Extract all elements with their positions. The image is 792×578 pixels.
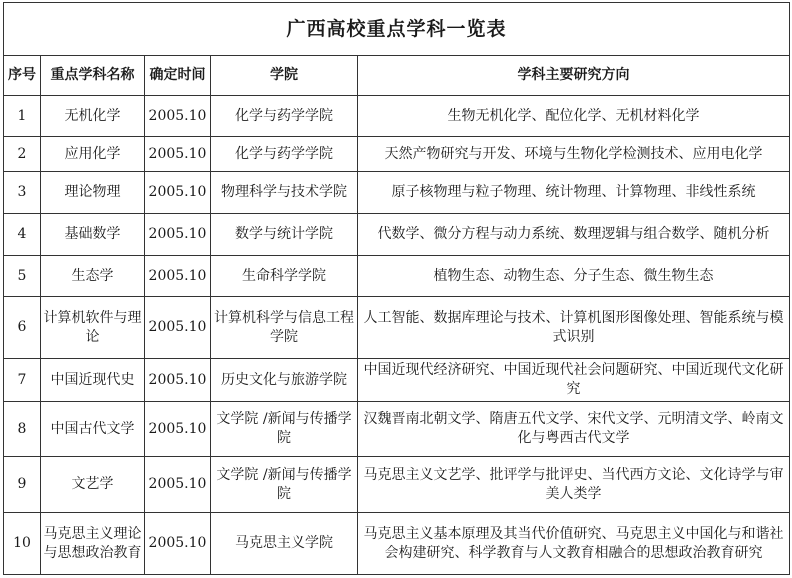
table-row xyxy=(4,457,790,513)
table-row xyxy=(4,172,790,214)
cell-name: 基础数学 xyxy=(41,214,145,256)
cell-school: 历史文化与旅游学院 xyxy=(211,359,358,402)
cell-school: 物理科学与技术学院 xyxy=(211,172,358,214)
cell-no: 7 xyxy=(4,359,41,402)
table-row xyxy=(4,513,790,575)
cell-date: 2005.10 xyxy=(145,297,211,359)
cell-direction: 汉魏晋南北朝文学、隋唐五代文学、宋代文学、元明清文学、岭南文化与粤西古代文学 xyxy=(358,402,790,457)
cell-no: 10 xyxy=(4,513,41,575)
table-row xyxy=(4,297,790,359)
cell-name: 文艺学 xyxy=(41,457,145,513)
cell-direction: 中国近现代经济研究、中国近现代社会问题研究、中国近现代文化研究 xyxy=(358,359,790,402)
cell-direction: 原子核物理与粒子物理、统计物理、计算物理、非线性系统 xyxy=(358,172,790,214)
cell-date: 2005.10 xyxy=(145,214,211,256)
header-school: 学院 xyxy=(211,56,358,96)
table-row xyxy=(4,214,790,256)
title-row xyxy=(4,3,790,56)
cell-date: 2005.10 xyxy=(145,137,211,172)
cell-no: 6 xyxy=(4,297,41,359)
cell-direction: 代数学、微分方程与动力系统、数理逻辑与组合数学、随机分析 xyxy=(358,214,790,256)
cell-date: 2005.10 xyxy=(145,402,211,457)
cell-direction: 植物生态、动物生态、分子生态、微生物生态 xyxy=(358,256,790,297)
cell-school: 文学院 /新闻与传播学院 xyxy=(211,457,358,513)
cell-direction: 天然产物研究与开发、环境与生物化学检测技术、应用电化学 xyxy=(358,137,790,172)
cell-direction: 马克思主义基本原理及其当代价值研究、马克思主义中国化与和谐社会构建研究、科学教育与人文教育相融合的思想政治教育研究 xyxy=(358,513,790,575)
header-row xyxy=(4,56,790,96)
cell-date: 2005.10 xyxy=(145,256,211,297)
header-name: 重点学科名称 xyxy=(41,56,145,96)
table-row xyxy=(4,256,790,297)
cell-no: 1 xyxy=(4,96,41,137)
cell-date: 2005.10 xyxy=(145,513,211,575)
cell-name: 马克思主义理论与思想政治教育 xyxy=(41,513,145,575)
cell-name: 生态学 xyxy=(41,256,145,297)
table-row xyxy=(4,96,790,137)
cell-direction: 马克思主义文艺学、批评学与批评史、当代西方文论、文化诗学与审美人类学 xyxy=(358,457,790,513)
header-no: 序号 xyxy=(4,56,41,96)
cell-date: 2005.10 xyxy=(145,96,211,137)
cell-school: 化学与药学学院 xyxy=(211,96,358,137)
cell-direction: 生物无机化学、配位化学、无机材料化学 xyxy=(358,96,790,137)
cell-no: 3 xyxy=(4,172,41,214)
cell-no: 4 xyxy=(4,214,41,256)
cell-date: 2005.10 xyxy=(145,359,211,402)
cell-school: 生命科学学院 xyxy=(211,256,358,297)
key-disciplines-table xyxy=(3,2,790,575)
cell-name: 理论物理 xyxy=(41,172,145,214)
cell-school: 计算机科学与信息工程学院 xyxy=(211,297,358,359)
cell-no: 8 xyxy=(4,402,41,457)
cell-school: 马克思主义学院 xyxy=(211,513,358,575)
cell-school: 文学院 /新闻与传播学院 xyxy=(211,402,358,457)
cell-name: 无机化学 xyxy=(41,96,145,137)
cell-no: 5 xyxy=(4,256,41,297)
table-title: 广西高校重点学科一览表 xyxy=(4,3,790,56)
cell-no: 9 xyxy=(4,457,41,513)
cell-direction: 人工智能、数据库理论与技术、计算机图形图像处理、智能系统与模式识别 xyxy=(358,297,790,359)
cell-name: 应用化学 xyxy=(41,137,145,172)
cell-date: 2005.10 xyxy=(145,457,211,513)
cell-school: 数学与统计学院 xyxy=(211,214,358,256)
cell-date: 2005.10 xyxy=(145,172,211,214)
table-row xyxy=(4,137,790,172)
table-row xyxy=(4,402,790,457)
header-date: 确定时间 xyxy=(145,56,211,96)
cell-name: 中国近现代史 xyxy=(41,359,145,402)
cell-no: 2 xyxy=(4,137,41,172)
header-direction: 学科主要研究方向 xyxy=(358,56,790,96)
table-row xyxy=(4,359,790,402)
cell-name: 中国古代文学 xyxy=(41,402,145,457)
cell-name: 计算机软件与理论 xyxy=(41,297,145,359)
cell-school: 化学与药学学院 xyxy=(211,137,358,172)
